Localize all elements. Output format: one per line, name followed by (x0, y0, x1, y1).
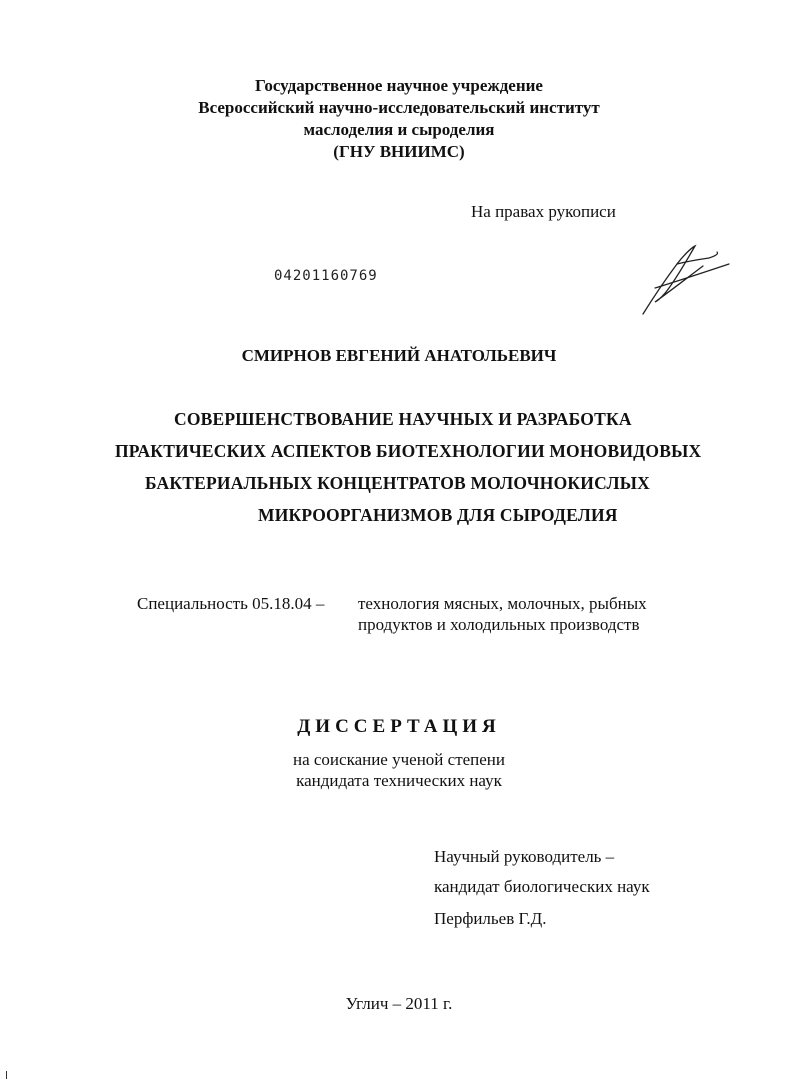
dissertation-heading: ДИССЕРТАЦИЯ (297, 716, 501, 737)
degree-line-1: на соискание ученой степени (292, 750, 506, 769)
signature-image (625, 238, 735, 318)
advisor-name: Перфильев Г.Д. (434, 909, 547, 928)
title-line-1: СОВЕРШЕНСТВОВАНИЕ НАУЧНЫХ И РАЗРАБОТКА (174, 409, 632, 429)
advisor-role: Научный руководитель – (434, 847, 615, 866)
institute-name: Всероссийский научно-исследовательский институт (198, 98, 600, 117)
title-line-2: ПРАКТИЧЕСКИХ АСПЕКТОВ БИОТЕХНОЛОГИИ МОНОВИДОВЫХ (115, 441, 702, 461)
scan-mark (6, 1071, 7, 1079)
specialty-line-2: продуктов и холодильных производств (358, 615, 640, 634)
specialty-line-1: технология мясных, молочных, рыбных (358, 594, 647, 613)
stamp-number: 04201160769 (274, 268, 378, 284)
institution-name: Государственное научное учреждение (255, 76, 543, 95)
specialty-label: Специальность 05.18.04 – (137, 594, 325, 613)
degree-line-2: кандидата технических наук (296, 771, 502, 790)
manuscript-rights: На правах рукописи (471, 202, 616, 221)
title-line-4: МИКРООРГАНИЗМОВ ДЛЯ СЫРОДЕЛИЯ (258, 505, 618, 525)
institute-abbreviation: (ГНУ ВНИИМС) (333, 142, 465, 161)
place-and-year: Углич – 2011 г. (345, 994, 453, 1013)
author-name: СМИРНОВ ЕВГЕНИЙ АНАТОЛЬЕВИЧ (241, 346, 557, 365)
institute-subject: маслоделия и сыроделия (303, 120, 495, 139)
advisor-degree: кандидат биологических наук (434, 877, 650, 896)
title-line-3: БАКТЕРИАЛЬНЫХ КОНЦЕНТРАТОВ МОЛОЧНОКИСЛЫХ (145, 473, 650, 493)
